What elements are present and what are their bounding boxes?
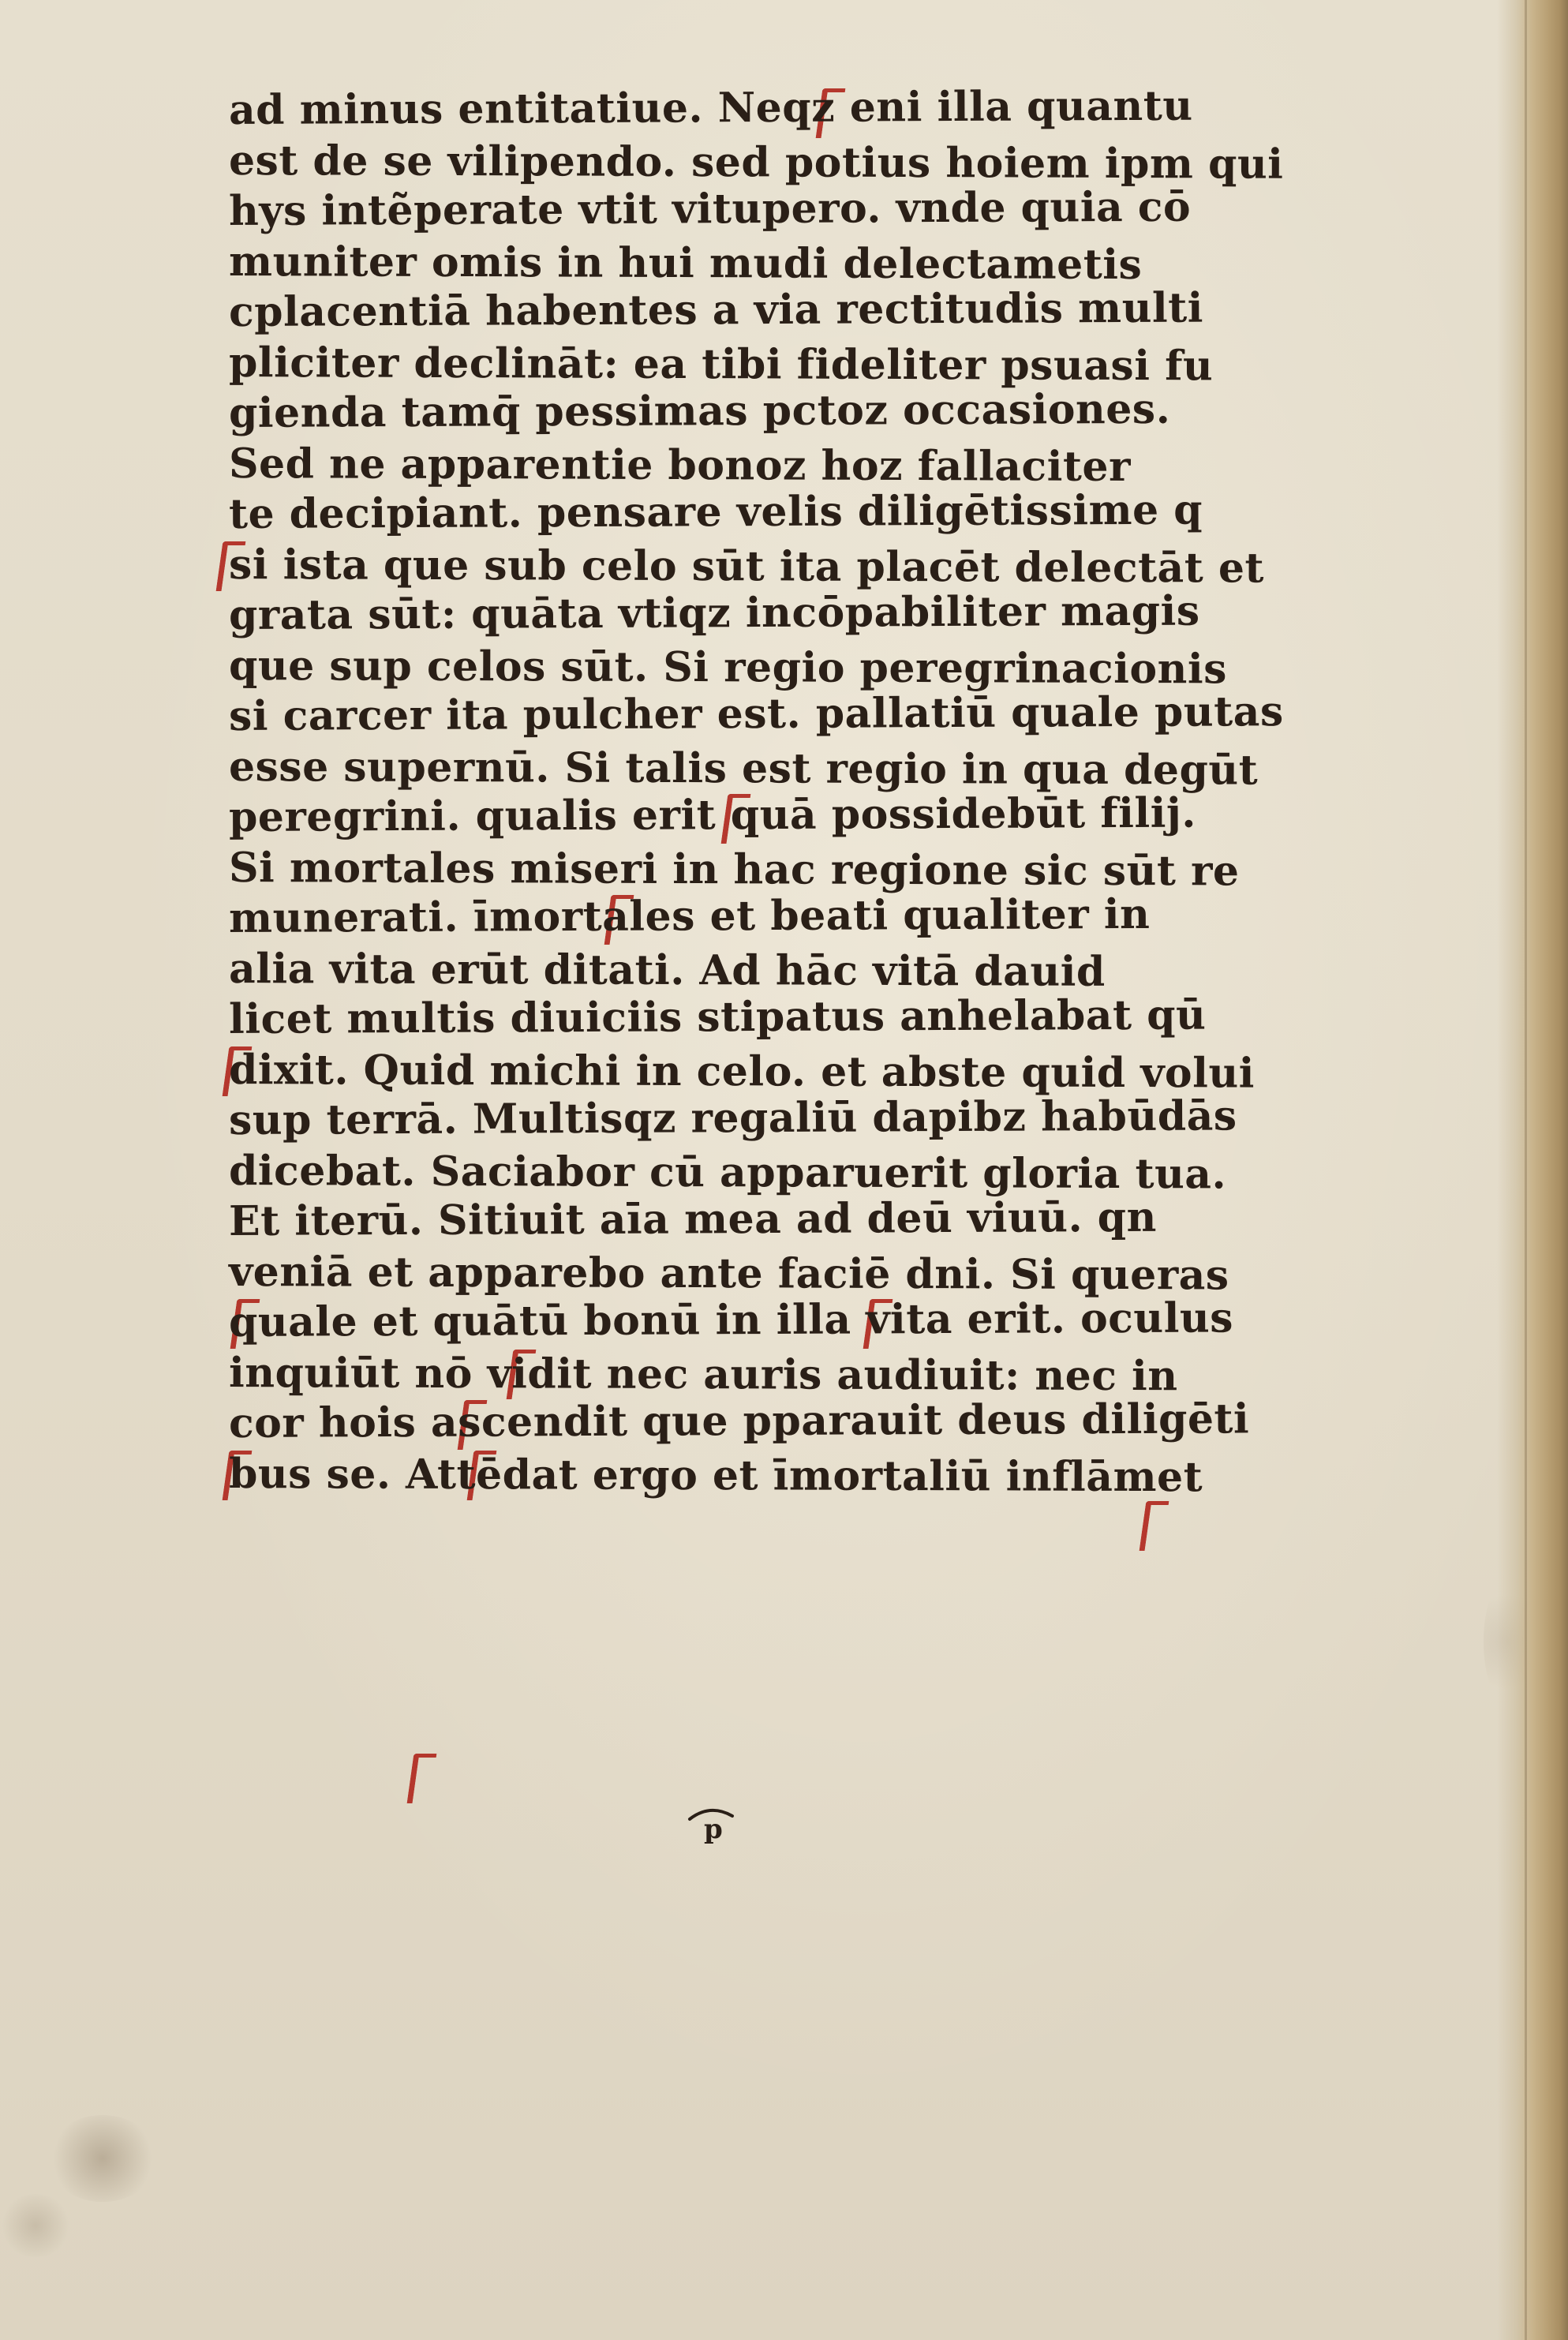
- text-line: grata sūt: quāta vtiqz incōpabiliter magis: [228, 586, 1200, 639]
- text-line: Sed ne apparentie bonoz hoz fallaciter: [228, 440, 1132, 491]
- binding-edge: [1497, 0, 1568, 2340]
- binding-edge-line: [1525, 0, 1527, 2340]
- text-line: esse supernū. Si talis est regio in qua degūt: [228, 743, 1259, 795]
- text-line: muniter omis in hui mudi delectametis: [228, 238, 1143, 290]
- text-line: te decipiant. pensare velis diligētissime q: [228, 485, 1203, 538]
- rubric-mark: [407, 1754, 437, 1803]
- text-line: si carcer ita pulcher est. pallatiū quale putas: [228, 687, 1284, 740]
- text-line: Si mortales miseri in hac regione sic sūt re: [228, 844, 1240, 896]
- text-line: gienda tamq̄ pessimas pctoz occasiones.: [228, 384, 1171, 437]
- text-line: pliciter declināt: ea tibi fideliter psuasi fu: [228, 339, 1214, 391]
- text-line: munerati. īmortales et beati qualiter in: [228, 889, 1151, 942]
- catchword-flourish: [687, 1802, 742, 1846]
- text-line: alia vita erūt ditati. Ad hāc vitā dauid: [228, 945, 1106, 996]
- text-line: hys intẽperate vtit vitupero. vnde quia cō: [228, 182, 1192, 235]
- text-line: quale et quātū bonū in illa vita erit. oculus: [228, 1294, 1234, 1346]
- text-line: licet multis diuiciis stipatus anhelabat qū: [228, 990, 1207, 1043]
- text-line: bus se. Attēdat ergo et īmortaliū inflāmet: [228, 1450, 1203, 1502]
- text-line: est de se vilipendo. sed potius hoiem ipm qui: [228, 137, 1284, 189]
- text-line: cor hois ascendit que pparauit deus diligēti: [228, 1395, 1250, 1447]
- catchword-text: p: [704, 1814, 723, 1845]
- text-line: que sup celos sūt. Si regio peregrinacionis: [228, 642, 1228, 694]
- paper-stain: [47, 2115, 158, 2202]
- text-line: inquiūt nō vidit nec auris audiuit: nec in: [228, 1349, 1178, 1401]
- manuscript-text: [228, 81, 1413, 1502]
- text-line: Et iterū. Sitiuit aīa mea ad deū viuū. qn: [228, 1192, 1158, 1245]
- paper-stain: [0, 2194, 71, 2257]
- text-line: veniā et apparebo ante faciē dni. Si queras: [228, 1248, 1229, 1300]
- text-line: dicebat. Saciabor cū apparuerit gloria tua.: [228, 1147, 1227, 1199]
- text-line: ad minus entitatiue. Neqz eni illa quantu: [228, 81, 1193, 134]
- text-line: dixit. Quid michi in celo. et abste quid volui: [228, 1046, 1256, 1098]
- text-line: si ista que sub celo sūt ita placēt delectāt et: [228, 541, 1265, 593]
- rubric-mark: [1140, 1501, 1169, 1551]
- text-line: peregrini. qualis erit quā possidebūt filij.: [228, 788, 1197, 841]
- text-line: sup terrā. Multisqz regaliū dapibz habūdās: [228, 1091, 1237, 1144]
- text-line: cplacentiā habentes a via rectitudis multi: [228, 283, 1204, 336]
